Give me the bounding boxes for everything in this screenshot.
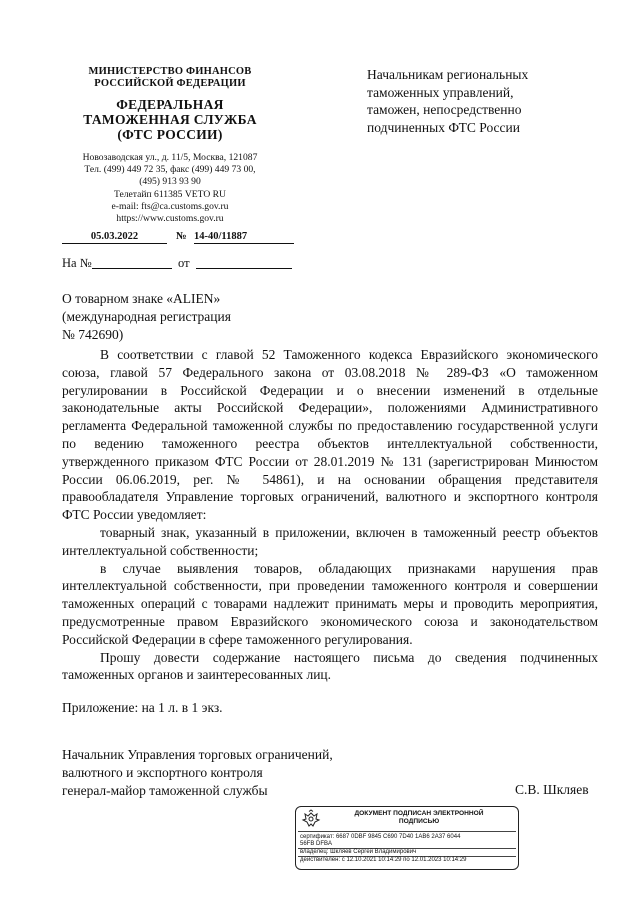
agency-line-1: ФЕДЕРАЛЬНАЯ: [116, 97, 224, 112]
phone-fax: Тел. (499) 449 72 35, факс (499) 449 73 00,: [84, 164, 256, 176]
reference-date-blank: [196, 268, 292, 269]
addressee-line-4: подчиненных ФТС России: [367, 119, 520, 135]
teletype: Телетайп 611385 VETO RU: [114, 188, 226, 200]
electronic-signature-stamp: [295, 806, 519, 870]
position-line-1: Начальник Управления торговых ограничений,: [62, 747, 333, 762]
stamp-validity: действителен: с 12.10.2021 10:14:29 по 12.01.2023 10:14:29: [300, 857, 467, 863]
stamp-certificate-cont: 56FB DFBA: [300, 841, 333, 847]
ministry-name: [55, 66, 285, 90]
stamp-title-line-2: ПОДПИСЬЮ: [398, 817, 440, 825]
body-paragraph-2: товарный знак, указанный в приложении, включен в таможенный реестр объектов интеллектуальной собственности;: [62, 524, 598, 558]
website: https://www.customs.gov.ru: [116, 213, 224, 225]
addressee: [367, 66, 597, 136]
ministry-line-1: МИНИСТЕРСТВО ФИНАНСОВ: [88, 66, 252, 77]
agency-name: [55, 97, 285, 142]
number-sign: №: [176, 231, 187, 242]
stamp-owner: владелец: Шкляев Сергей Владимирович: [300, 849, 417, 855]
addressee-line-1: Начальникам региональных: [367, 67, 529, 82]
body-paragraph-1: В соответствии с главой 52 Таможенного кодекса Евразийского экономического союза, главой 57 Федерального закона от 03.08.2018 № 289-ФЗ «О таможенном регулировании в Российской Федерации и о внесении изменений в отдельные законодательные акты Российской Федерации», положениями Административного регламента Федеральной таможенной службы по предоставлению государственной услуги по ведению таможенного реестра объектов интеллектуальной собственности, утвержденного приказом ФТС России от 28.01.2019 № 131 (зарегистрирован Минюстом России 06.06.2019, рег. № 54861), и на основании обращения представителя правообладателя Управление торговых ограничений, валютного и экспортного контроля ФТС России уведомляет:: [62, 347, 598, 523]
reference-line: [62, 256, 294, 274]
phone-extra: (495) 913 93 90: [139, 176, 201, 188]
subject-line-1: О товарном знаке «ALIEN»: [62, 291, 221, 306]
reference-from-label: от: [178, 256, 190, 270]
stamp-title-line-1: ДОКУМЕНТ ПОДПИСАН ЭЛЕКТРОННОЙ: [354, 810, 484, 817]
eagle-emblem-icon: [300, 809, 322, 831]
sender-header: [55, 66, 285, 225]
position-line-3: генерал-майор таможенной службы: [62, 782, 268, 798]
subject-line-2: (международная регистрация: [62, 308, 231, 324]
contact-details: [55, 152, 285, 225]
agency-line-3: (ФТС РОССИИ): [117, 127, 223, 142]
addressee-line-3: таможен, непосредственно: [367, 102, 522, 117]
signer-name: С.В. Шкляев: [515, 782, 589, 797]
ministry-line-2: РОССИЙСКОЙ ФЕДЕРАЦИИ: [94, 78, 246, 89]
signer-position: [62, 746, 362, 799]
email: e-mail: fts@ca.customs.gov.ru: [111, 200, 229, 212]
addressee-line-2: таможенных управлений,: [367, 84, 514, 100]
registration-line: [62, 228, 294, 246]
position-line-2: валютного и экспортного контроля: [62, 764, 263, 780]
stamp-title: [324, 810, 514, 825]
subject-line-3: № 742690): [62, 326, 124, 342]
agency-line-2: ТАМОЖЕННАЯ СЛУЖБА: [83, 112, 257, 127]
appendix-note: Приложение: на 1 л. в 1 экз.: [62, 700, 223, 715]
document-date: 05.03.2022: [62, 231, 167, 244]
body-paragraph-4: Прошу довести содержание настоящего письма до сведения подчиненных таможенных органов и заинтересованных лиц.: [62, 649, 598, 683]
letter-body: [62, 346, 598, 684]
stamp-certificate: сертификат: 6687 0DBF 9845 C690 7D40 1AB6 2A37 6044: [300, 834, 461, 840]
reference-number-blank: [92, 268, 172, 269]
letter-subject: [62, 290, 312, 343]
postal-address: Новозаводская ул., д. 11/5, Москва, 121087: [82, 152, 258, 163]
stamp-divider: [298, 831, 516, 832]
reference-label: На №: [62, 256, 92, 270]
body-paragraph-3: в случае выявления товаров, обладающих признаками нарушения прав интеллектуальной собственности, при проведении таможенного контроля и совершении таможенных операций с товарами надлежит принимать меры и проводить мероприятия, предусмотренные правом Евразийского экономического союза и законодательством Российской Федерации в сфере таможенного регулирования.: [62, 560, 598, 647]
document-number: 14-40/11887: [194, 231, 294, 244]
